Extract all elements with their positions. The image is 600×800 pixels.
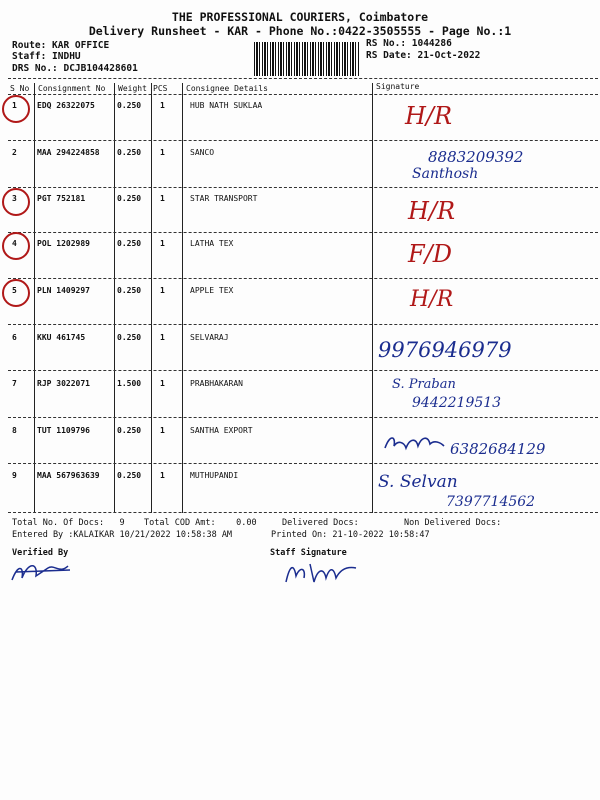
row-consignment: EDQ 26322075 [37,101,95,110]
row-consignment: POL 1202989 [37,239,90,248]
row-weight: 0.250 [117,239,142,248]
row-signature: 6382684129 [450,440,546,458]
row-signature: H/R [410,287,454,312]
row-sno: 9 [12,471,17,480]
row-consignment: MAA 567963639 [37,471,100,480]
row-sno: 2 [12,148,17,157]
row-rule [8,187,598,188]
red-circle-mark [2,188,30,216]
barcode [254,42,360,76]
row-rule [8,463,598,464]
rs-date: RS Date: 21-Oct-2022 [366,50,481,61]
col-divider [372,83,373,513]
verifier-signature [8,558,78,586]
row-consignment: PGT 752181 [37,194,86,203]
row-weight: 0.250 [117,101,142,110]
row-pcs: 1 [160,286,165,295]
col-divider [182,83,183,513]
row-pcs: 1 [160,379,165,388]
col-weight: Weight [118,84,147,93]
row-signature: 8883209392 [428,148,524,166]
col-consignment: Consignment No [38,84,106,93]
non-delivered-docs: Non Delivered Docs: [404,518,502,528]
row-pcs: 1 [160,148,165,157]
col-signature: Signature [376,82,420,91]
row-consignee: MUTHUPANDI [190,471,239,480]
printed-on: Printed On: 21-10-2022 10:58:47 [271,530,430,540]
row-rule [8,417,598,418]
row-weight: 0.250 [117,333,142,342]
row-signature-name: Santhosh [412,166,479,182]
handwritten-signature [382,430,446,456]
total-cod: Total COD Amt: 0.00 [144,518,257,528]
col-divider [114,83,115,513]
red-circle-mark [2,95,30,123]
row-rule [8,324,598,325]
route-label: Route: KAR OFFICE [12,40,110,51]
row-signature: S. Selvan [378,472,458,492]
row-rule [8,370,598,371]
row-rule [8,232,598,233]
row-rule [8,278,598,279]
row-weight: 0.250 [117,194,142,203]
staff-signature [280,558,360,588]
row-signature: 9976946979 [378,338,512,362]
row-consignment: KKU 461745 [37,333,86,342]
table-bottom-rule [8,512,598,513]
row-rule [8,140,598,141]
row-consignment: MAA 294224858 [37,148,100,157]
row-pcs: 1 [160,471,165,480]
row-sno: 1 [12,101,17,110]
row-sno: 5 [12,286,17,295]
total-docs: Total No. Of Docs: 9 [12,518,125,528]
row-pcs: 1 [160,194,165,203]
staff-label: Staff: INDHU [12,51,81,62]
row-consignee: SELVARAJ [190,333,229,342]
verified-by-label: Verified By [12,548,69,558]
row-consignee: LATHA TEX [190,239,234,248]
row-weight: 0.250 [117,286,142,295]
table-top-rule [8,78,598,79]
rs-number: RS No.: 1044286 [366,38,452,49]
header-rule [8,94,598,95]
red-circle-mark [2,279,30,307]
row-signature: S. Praban [392,377,456,392]
col-sno: S No [10,84,30,93]
row-signature-phone: 9442219513 [412,395,502,411]
row-consignee: STAR TRANSPORT [190,194,258,203]
row-signature: H/R [408,197,456,225]
row-signature-phone: 7397714562 [446,494,536,510]
row-sno: 7 [12,379,17,388]
row-consignee: APPLE TEX [190,286,234,295]
col-divider [34,83,35,513]
row-consignee: PRABHAKARAN [190,379,243,388]
col-divider [151,83,152,513]
entered-by: Entered By :KALAIKAR 10/21/2022 10:58:38 AM [12,530,233,540]
row-signature: F/D [408,240,452,268]
row-sno: 6 [12,333,17,342]
row-sno: 3 [12,194,17,203]
col-consignee: Consignee Details [186,84,268,93]
row-weight: 1.500 [117,379,142,388]
row-sno: 8 [12,426,17,435]
staff-signature-label: Staff Signature [270,548,347,558]
row-consignment: PLN 1409297 [37,286,90,295]
row-pcs: 1 [160,239,165,248]
col-pcs: PCS [153,84,168,93]
row-consignee: HUB NATH SUKLAA [190,101,263,110]
drs-label: DRS No.: DCJB104428601 [12,63,138,74]
red-circle-mark [2,232,30,260]
row-consignee: SANTHA EXPORT [190,426,253,435]
row-signature: H/R [405,102,453,130]
row-weight: 0.250 [117,148,142,157]
row-consignee: SANCO [190,148,215,157]
row-consignment: RJP 3022071 [37,379,90,388]
delivered-docs: Delivered Docs: [282,518,359,528]
row-sno: 4 [12,239,17,248]
row-pcs: 1 [160,101,165,110]
company-title: THE PROFESSIONAL COURIERS, Coimbatore [171,10,429,24]
runsheet-title: Delivery Runsheet - KAR - Phone No.:0422-3505555 - Page No.:1 [88,24,512,38]
row-weight: 0.250 [117,426,142,435]
row-weight: 0.250 [117,471,142,480]
row-consignment: TUT 1109796 [37,426,90,435]
row-pcs: 1 [160,333,165,342]
row-pcs: 1 [160,426,165,435]
